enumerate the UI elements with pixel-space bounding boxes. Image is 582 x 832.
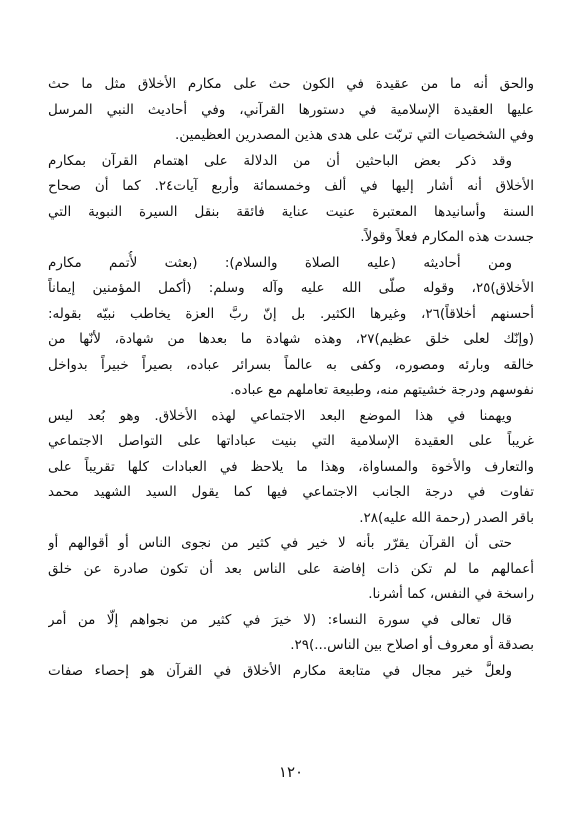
text-line: باقر الصدر (رحمة الله عليه)٢٨. (359, 509, 534, 526)
text-line: الأخلاق أنه أشار إليها في ألف وخمسمائة وأربع آيات٢٤. كما أن صحاح (48, 178, 534, 194)
text-line: قال تعالى في سورة النساء: (لا خيرَ في كثير من نجواهم إلّا من أمر (48, 611, 512, 628)
text-line: السنة وأسانيدها المعتبرة عنيت عناية فائقة بنقل السيرة النبوية التي (48, 203, 534, 220)
paragraph-5 (48, 531, 534, 608)
text-line: (وإنّك لعلى خلق عظيم)٢٧، وهذه شهادة ما بعدها من شهادة، لأنّها من (48, 331, 534, 347)
text-line: أحسنهم أخلاقاً)٢٦، وغيرها الكثير. بل إنّ ربَّ العزة يخاطب نبيّه بقوله: (48, 305, 534, 322)
text-line: بصدقة أو معروف أو اصلاح بين الناس...)٢٩. (290, 637, 534, 653)
text-line: والحق أنه ما من عقيدة في الكون حث على مكارم الأخلاق مثل ما حث (48, 76, 534, 92)
text-line: غريباً على العقيدة الإسلامية التي بنيت عباداتها على التواصل الاجتماعي (48, 433, 534, 449)
text-line: عليها العقيدة الإسلامية في دستورها القرآني، وفي أحاديث النبي المرسل (48, 101, 534, 118)
text-line: وفي الشخصيات التي تربّت على هدى هذين المصدرين العظيمين. (175, 127, 534, 143)
paragraph-3 (48, 251, 534, 404)
page-number: ١٢٠ (278, 763, 304, 781)
text-line: راسخة في النفس، كما أشرنا. (368, 586, 534, 602)
text-line: جسدت هذه المكارم فعلاً وقولاً. (360, 229, 534, 245)
text-line: نفوسهم ودرجة خشيتهم منه، وطبيعة تعاملهم مع عباده. (230, 382, 534, 398)
text-line: ويهمنا في هذا الموضع البعد الاجتماعي لهذه الأخلاق. وهو بُعد ليس (48, 407, 512, 424)
paragraph-6 (48, 608, 534, 659)
paragraph-2 (48, 149, 534, 251)
text-line: ومن أحاديثه (عليه الصلاة والسلام): (بعثت لأُتمم مكارم (48, 254, 512, 271)
paragraph-1 (48, 72, 534, 149)
text-line: حتى أن القرآن يقرّر بأنه لا خير في كثير من نجوى الناس أو أقوالهم أو (48, 535, 512, 551)
page-body (48, 72, 534, 684)
text-line: والتعارف والأخوة والمساواة، وهذا ما يلاحظ في العبادات كلها تقريباً على (48, 458, 534, 475)
text-line: خالقه وبارئه ومصوره، وكفى به عالماً بسرائر عباده، بصيراً خبيراً بدواخل (48, 356, 534, 373)
text-line: تفاوت في درجة الجانب الاجتماعي فيها كما يقول السيد الشهيد محمد (48, 484, 534, 500)
text-line: وقد ذكر بعض الباحثين أن من الدلالة على اهتمام القرآن بمكارم (48, 152, 512, 169)
text-line: ولعلَّ خير مجال في متابعة مكارم الأخلاق في القرآن هو إحصاء صفات (48, 662, 512, 679)
paragraph-4 (48, 404, 534, 532)
text-line: أعمالهم ما لم تكن ذات إفاضة على الناس بعد أن تكون صادرة عن خلق (48, 560, 534, 577)
text-line: الأخلاق)٢٥، وقوله صلّى الله عليه وآله وسلم: (أكمل المؤمنين إيماناً (48, 280, 534, 296)
paragraph-7 (48, 659, 534, 685)
